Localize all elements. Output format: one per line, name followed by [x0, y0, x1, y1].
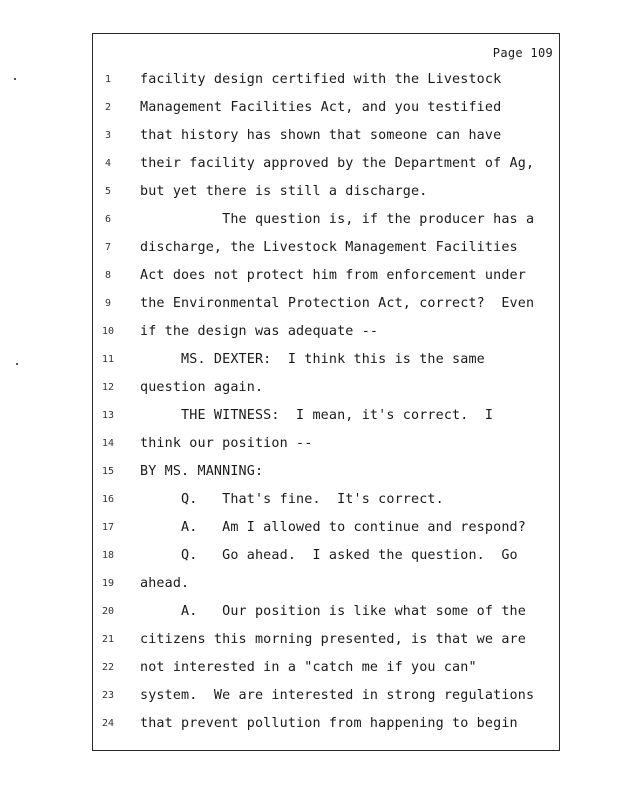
line-number: 9 [104, 298, 112, 309]
transcript-line: think our position -- [140, 436, 313, 451]
line-number: 15 [101, 466, 115, 477]
transcript-line: facility design certified with the Livestock [140, 72, 502, 87]
scan-speck [14, 78, 16, 80]
line-number: 11 [101, 354, 115, 365]
line-number: 23 [101, 690, 115, 701]
line-number: 4 [104, 158, 112, 169]
line-number: 8 [104, 270, 112, 281]
transcript-line: THE WITNESS: I mean, it's correct. I [140, 408, 494, 423]
line-number: 1 [104, 74, 112, 85]
line-number: 6 [104, 214, 112, 225]
line-number: 12 [101, 382, 115, 393]
transcript-line: not interested in a "catch me if you can" [140, 660, 477, 675]
transcript-line: Act does not protect him from enforcement under [140, 268, 526, 283]
line-number: 16 [101, 494, 115, 505]
line-number: 10 [101, 326, 115, 337]
line-number: 17 [101, 522, 115, 533]
line-number: 21 [101, 634, 115, 645]
line-number: 2 [104, 102, 112, 113]
transcript-line: discharge, the Livestock Management Facilities [140, 240, 518, 255]
line-number: 7 [104, 242, 112, 253]
line-number: 13 [101, 410, 115, 421]
transcript-line: their facility approved by the Department of Ag, [140, 156, 535, 171]
transcript-line: Q. Go ahead. I asked the question. Go [140, 548, 518, 563]
transcript-line: MS. DEXTER: I think this is the same [140, 352, 485, 367]
line-number: 19 [101, 578, 115, 589]
transcript-line: but yet there is still a discharge. [140, 184, 428, 199]
line-number: 24 [101, 718, 115, 729]
transcript-line: that prevent pollution from happening to begin [140, 716, 518, 731]
transcript-line: A. Am I allowed to continue and respond? [140, 520, 526, 535]
line-number: 20 [101, 606, 115, 617]
transcript-line: if the design was adequate -- [140, 324, 379, 339]
transcript-line: citizens this morning presented, is that we are [140, 632, 526, 647]
transcript-line: Management Facilities Act, and you testified [140, 100, 502, 115]
line-number: 3 [104, 130, 112, 141]
transcript-line: that history has shown that someone can have [140, 128, 502, 143]
transcript-line: question again. [140, 380, 264, 395]
transcript-line: The question is, if the producer has a [140, 212, 535, 227]
transcript-line: A. Our position is like what some of the [140, 604, 526, 619]
transcript-line: the Environmental Protection Act, correct? Even [140, 296, 535, 311]
transcript-page [92, 33, 560, 751]
line-number: 22 [101, 662, 115, 673]
transcript-line: Q. That's fine. It's correct. [140, 492, 444, 507]
line-number: 5 [104, 186, 112, 197]
transcript-line: BY MS. MANNING: [140, 464, 264, 479]
scan-speck [16, 363, 18, 365]
transcript-line: ahead. [140, 576, 190, 591]
page-number: Page 109 [492, 46, 553, 60]
line-number: 14 [101, 438, 115, 449]
transcript-line: system. We are interested in strong regulations [140, 688, 535, 703]
line-number: 18 [101, 550, 115, 561]
